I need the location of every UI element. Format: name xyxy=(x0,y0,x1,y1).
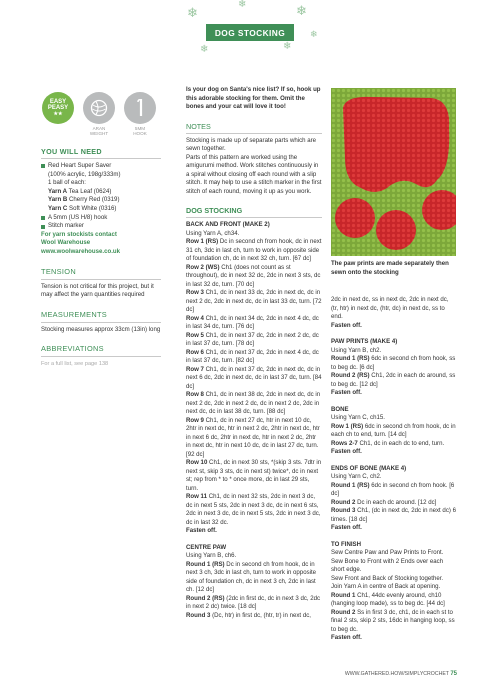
pattern-row: Row 6 Ch1, dc in next 37 dc, 2dc in next 4 dc, dc in last 37 dc, turn. [82 dc] xyxy=(186,348,319,364)
you-will-need-heading: YOU WILL NEED xyxy=(41,147,102,157)
snowflake-icon: ❄ xyxy=(283,41,292,52)
pattern-row: Row 1 (RS) 6dc in second ch from hook, dc in each ch to end, turn. [14 dc] xyxy=(331,422,456,438)
snowflake-icon: ❄ xyxy=(310,29,318,39)
pattern-row: Row 5 Ch1, dc in next 37 dc, 2dc in next 2 dc, dc in last 37 dc, turn. [78 dc] xyxy=(186,331,319,347)
pattern-row: Row 8 Ch1, dc in next 38 dc, 2dc in next dc, dc in next 2 dc, 2dc in next 2 dc, dc in next 2 dc, 2dc in next dc, dc in last 38 dc, turn. [88 dc] xyxy=(186,391,321,415)
ends-heading: ENDS OF BONE (MAKE 4) xyxy=(331,464,407,472)
pattern-column: Is your dog on Santa's nice list? If so, hook up this adorable stocking for them. Omit the bones and your cat will love it too! NOTES Stocking is made up of separate parts which are sewn together. Parts of this pattern are worked using the amigurumi method. Work stitches continuously in a spiral without closing off each round with a slip stitch. It may help to use a stitch marker in the first stitch of each round, moving it up as you work. DOG STOCKING BACK AND FRONT (MAKE 2) Using Yarn A, ch34. Row 1 (RS) Dc in second ch from hook, dc in next 31 ch, 3dc in last ch, turn to work in opposite side of foundation ch, dc in next 32 ch, turn. [67 dc] Row 2 (WS) Ch1 (does not count as st throughout), dc in next 32 dc, 2dc in next 3 sts, dc in last 32 dc, turn. [70 dc] Row 3 Ch1, dc in next 33 dc, 2dc in next dc, dc in next 2 dc, 2dc in next dc, dc in last 33 dc, turn. [72 dc] Row 4 Ch1, dc in next 34 dc, 2dc in next 4 dc, dc in last 34 dc, turn. [76 dc] Row 5 Ch1, dc in next 37 dc, 2dc in next 2 dc, dc in last 37 dc, turn. [78 dc] Row 6 Ch1, dc in next 37 dc, 2dc in next 4 dc, dc in last 37 dc, turn. [82 dc] Row 7 Ch1, dc in next 37 dc, 2dc in next dc, dc in next 6 dc, 2dc in next dc, dc in last 37 dc, turn. [84 dc] Row 8 Ch1, dc in next 38 dc, 2dc in next dc, dc in next 2 dc, 2dc in next 2 dc, dc in next 2 dc, 2dc in next dc, dc in last 38 dc, turn. [88 dc] Row 9 Ch1, dc in next 27 dc, htr in next 10 dc, 2htr in next dc, htr in next 2 dc, 2htr in next dc, htr in next 6 dc, 2htr in next dc, htr in next 2 dc, 2htr in next dc, htr in next 10 dc, dc in last 27 dc, turn. [92 dc] Row 10 Ch1, dc in next 30 sts, *(skip 3 sts. 7dtr in next st, skip 3 sts, dc in next st) twice*, dc in next st; rep from * to * once more, dc in last 29 sts, turn. Row 11 Ch1, dc in next 32 sts, 2dc in next 3 dc, dc in next 5 sts, 2dc in next 3 dc, dc in next 6 sts, 2dc in next 3 dc, dc in next 5 sts, 2dc in next 3 dc, dc in last 32 dc. Fasten off. CENTRE PAW Using Yarn B, ch6. Round 1 (RS) Dc in second ch from hook, dc in next 3 ch, 3dc in last ch, turn to work in opposite side of foundation ch, dc in next 3 ch, 2dc in last ch. [12 dc] Round 2 (RS) (2dc in first dc, dc in next 3 dc, 2dc in next 2 dc) twice. [18 dc] Round 3 (Dc, htr) in first dc, (htr, tr) in next dc, xyxy=(186,86,322,619)
paw-prints-heading: PAW PRINTS (MAKE 4) xyxy=(331,338,398,345)
bone-heading: BONE xyxy=(331,405,349,413)
page-title: DOG STOCKING xyxy=(206,24,294,41)
pattern-row: Round 1 (RS) 6dc in second ch from hook. [6 dc] xyxy=(331,481,455,497)
pattern-row: Row 9 Ch1, dc in next 27 dc, htr in next 10 dc, 2htr in next dc, htr in next 2 dc, 2htr in next dc, htr in next 6 dc, 2htr in next dc, htr in next 2 dc, 2htr in next dc, htr in next 10 dc, dc in last 27 dc, turn. [92 dc] xyxy=(186,416,320,458)
pattern-row: Row 4 Ch1, dc in next 34 dc, 2dc in next 4 dc, dc in last 34 dc, turn. [76 dc] xyxy=(186,314,319,330)
pattern-column-right: 2dc in next dc, ss in next dc, 2dc in next dc, (tr, htr) in next dc, (htr, dc) in next dc, ss to end. Fasten off. PAW PRINTS (MAKE 4) Using Yarn B, ch2. Round 1 (RS) 6dc in second ch from hook, ss to beg dc. [6 dc] Round 2 (RS) Ch1, 2dc in each dc around, ss to beg dc. [12 dc] Fasten off. BONE Using Yarn C, ch15. Row 1 (RS) 6dc in second ch from hook, dc in each ch to end, turn. [14 dc] Rows 2-7 Ch1, dc in each dc to end, turn. Fasten off. ENDS OF BONE (MAKE 4) Using Yarn C, ch2. Round 1 (RS) 6dc in second ch from hook. [6 dc] Round 2 Dc in each dc around. [12 dc] Round 3 Ch1, (dc in next dc, 2dc in next dc) 6 times. [18 dc] Fasten off. TO FINISH Sew Centre Paw and Paw Prints to Front. Sew Bone to Front with 2 Ends over each short edge. Sew Front and Back of Stocking together. Join Yarn A in centre of Back at opening. Round 1 Ch1, 44dc evenly around, ch10 (hanging loop made), ss to beg dc. [44 dc] Round 2 Ss in first 3 dc, ch1, dc in each st to final 2 sts, skip 2 sts, 16dc in hanging loop, ss to beg dc. Fasten off. xyxy=(331,296,456,641)
pattern-row: Row 2 (WS) Ch1 (does not count as st throughout), dc in next 32 dc, 2dc in next 3 sts, dc in last 32 dc, turn. [70 dc] xyxy=(186,263,321,288)
instruction-line: Join Yarn A in centre of Back at opening. xyxy=(331,583,441,590)
intro: Is your dog on Santa's nice list? If so, hook up this adorable stocking for them. Omit the bones and your cat will love it too! xyxy=(186,86,321,110)
hook-size-badge: 5MM HOOK xyxy=(123,92,157,136)
instruction-line: Sew Bone to Front with 2 Ends over each short edge. xyxy=(331,557,444,573)
snowflake-icon: ❄ xyxy=(187,5,198,20)
stocking-photo xyxy=(331,88,456,256)
pattern-row: Round 3 Ch1, (dc in next dc, 2dc in next dc) 6 times. [18 dc] xyxy=(331,507,456,523)
measurements-heading: MEASUREMENTS xyxy=(41,309,108,319)
crochet-hook-icon xyxy=(124,92,156,124)
page-footer: WWW.GATHERED.HOW/SIMPLYCROCHET 75 xyxy=(344,671,457,677)
pattern-row: Row 10 Ch1, dc in next 30 sts, *(skip 3 sts. 7dtr in next st, skip 3 sts, dc in next st) twice*, dc in next st; rep from * to * once more, dc in last 29 sts, turn. xyxy=(186,459,322,492)
photo-caption: The paw prints are made separately then sewn onto the stocking xyxy=(331,260,449,276)
pattern-row: Round 1 Ch1, 44dc evenly around, ch10 (hanging loop made), ss to beg dc. [44 dc] xyxy=(331,591,445,607)
sidebar-column: EASY PEASY ★★ ARAN WEIGHT 5MM HOOK YOU WILL NEED Red Heart Super Saver (100% acrylic, 198g/333m) 1 ball of each: Yarn A Tea Leaf (0624) Yarn B Cherry Red (0319) Yarn C Soft White (0316) A 5mm (US H/8) hook Stitch marker For yarn stockists contact Wool Warehouse www.woolwarehouse.co.uk TENSION Tension is not critical for this project, but it may affect the yarn quantities required MEASUREMENTS Stocking measures approx 33cm (13in) long ABBREVIATIONS For a full list, see page 138 xyxy=(41,92,161,369)
snowflake-icon: ❄ xyxy=(238,0,247,10)
pattern-row: Round 2 (RS) (2dc in first dc, dc in next 3 dc, 2dc in next 2 dc) twice. [18 dc] xyxy=(186,594,321,610)
snowflake-icon: ❄ xyxy=(200,44,209,55)
pattern-row: Round 2 (RS) Ch1, 2dc in each dc around, ss to beg dc. [12 dc] xyxy=(331,372,456,388)
pattern-row: Round 2 Ss in first 3 dc, ch1, dc in each st to final 2 sts, skip 2 sts, 16dc in hanging loop, ss to beg dc. xyxy=(331,608,455,633)
pattern-row: Round 3 (Dc, htr) in first dc, (htr, tr) in next dc, xyxy=(186,611,311,619)
pattern-row: Round 2 Dc in each dc around. [12 dc] xyxy=(331,498,437,506)
notes-heading: NOTES xyxy=(186,121,211,131)
badges xyxy=(41,92,161,136)
pattern-row: Row 7 Ch1, dc in next 37 dc, 2dc in next dc, dc in next 6 dc, 2dc in next dc, dc in last 37 dc, turn. [84 dc] xyxy=(186,365,322,390)
pattern-row: Round 1 (RS) 6dc in second ch from hook, ss to beg dc. [6 dc] xyxy=(331,355,456,371)
instruction-line: Sew Front and Back of Stocking together. xyxy=(331,574,444,582)
pattern-row: Row 1 (RS) Dc in second ch from hook, dc in next 31 ch, 3dc in last ch, turn to work in opposite side of foundation ch, dc in next 32 ch, turn. [67 dc] xyxy=(186,238,322,262)
yarn-ball-icon xyxy=(83,92,115,124)
pattern-row: Round 1 (RS) Dc in second ch from hook, dc in next 3 ch, 3dc in last ch, turn to work in opposite side of foundation ch, dc in next 3 ch, 2dc in last ch. [12 dc] xyxy=(186,560,317,593)
instruction-line: Sew Centre Paw and Paw Prints to Front. xyxy=(331,549,444,556)
easy-peasy-badge: EASY PEASY ★★ xyxy=(41,92,75,126)
snowflake-icon: ❄ xyxy=(296,3,307,18)
pattern-row: Row 3 Ch1, dc in next 33 dc, 2dc in next dc, dc in next 2 dc, 2dc in next dc, dc in last 33 dc, turn. [72 dc] xyxy=(186,289,322,313)
abbreviations-heading: ABBREVIATIONS xyxy=(41,344,104,354)
tension-heading: TENSION xyxy=(41,266,76,276)
stocking-heading: DOG STOCKING xyxy=(186,206,243,215)
pattern-row: Rows 2-7 Ch1, dc in each dc to end, turn. xyxy=(331,439,445,447)
finish-heading: TO FINISH xyxy=(331,540,362,548)
pattern-row: Row 11 Ch1, dc in next 32 sts, 2dc in next 3 dc, dc in next 5 sts, 2dc in next 3 dc, dc in next 6 sts, 2dc in next 3 dc, dc in next 5 sts, 2dc in next 3 dc, dc in last 32 dc. xyxy=(186,493,321,526)
aran-weight-badge: ARAN WEIGHT xyxy=(82,92,116,136)
centre-paw-heading: CENTRE PAW xyxy=(186,543,227,551)
stockist-link[interactable]: www.woolwarehouse.co.uk xyxy=(41,248,121,256)
